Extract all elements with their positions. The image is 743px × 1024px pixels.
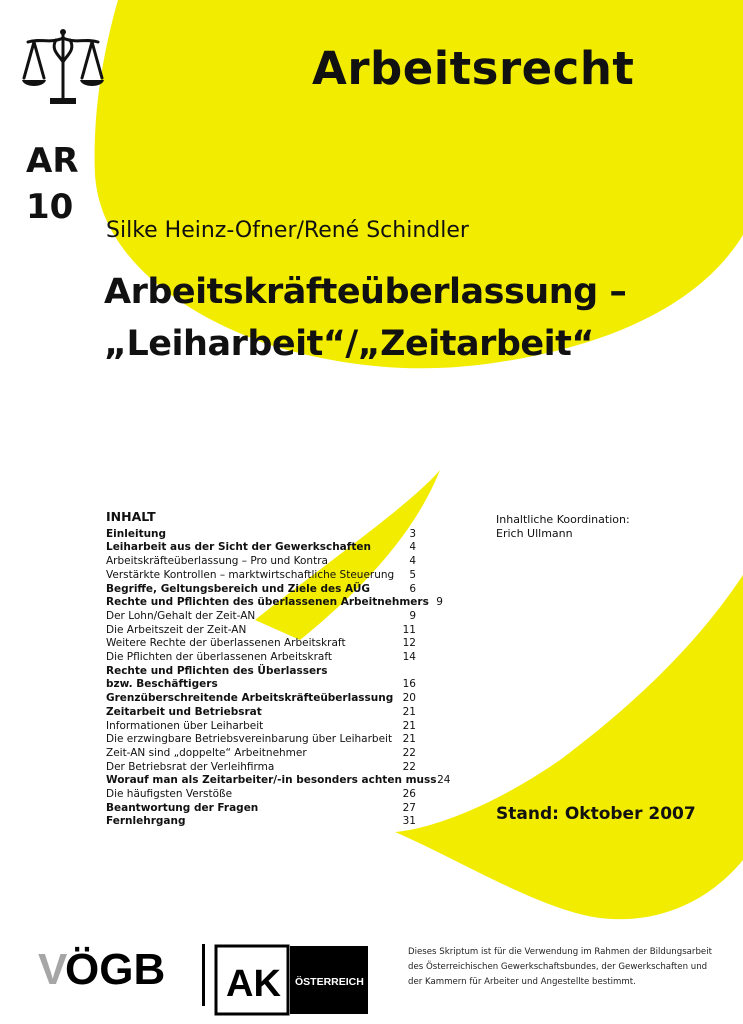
toc-entry-label: Der Betriebsrat der Verleihfirma xyxy=(106,760,275,773)
toc-entry-label: Grenzüberschreitende Arbeitskräfteüberlassung xyxy=(106,692,394,705)
toc-entry xyxy=(106,774,451,788)
toc-entry xyxy=(106,692,416,706)
title-line-1: Arbeitskräfteüberlassung – xyxy=(104,272,627,312)
coordination-name: Erich Ullmann xyxy=(496,527,573,540)
toc-entry-page xyxy=(402,665,416,679)
toc-list xyxy=(106,527,451,829)
toc-entry-page: 31 xyxy=(402,815,416,828)
logo-divider xyxy=(202,944,205,1006)
toc-entry xyxy=(106,569,416,583)
toc-entry xyxy=(106,624,416,638)
toc-entry xyxy=(106,788,416,802)
table-of-contents xyxy=(106,509,451,829)
oesterreich-logo-text: ÖSTERREICH xyxy=(295,976,364,988)
toc-entry-label: Informationen über Leiharbeit xyxy=(106,719,264,732)
toc-entry-page: 22 xyxy=(402,760,416,773)
toc-entry-page: 24 xyxy=(437,774,451,787)
toc-entry xyxy=(106,815,416,829)
toc-entry xyxy=(106,555,416,569)
toc-entry-label: Arbeitskräfteüberlassung – Pro und Kontra xyxy=(106,555,328,568)
publisher-logos xyxy=(38,940,368,1016)
course-code xyxy=(26,138,79,230)
toc-entry-page: 20 xyxy=(402,692,416,705)
toc-entry xyxy=(106,541,416,555)
toc-entry-page: 14 xyxy=(402,651,416,664)
toc-entry-page: 21 xyxy=(402,719,416,732)
toc-entry-label: Die Pflichten der überlassenen Arbeitskraft xyxy=(106,651,332,664)
toc-entry-label: Die Arbeitszeit der Zeit-AN xyxy=(106,623,247,636)
toc-entry xyxy=(106,610,416,624)
right-yellow-swoosh xyxy=(395,575,743,919)
toc-entry-page: 27 xyxy=(402,801,416,814)
toc-entry-label: Beantwortung der Fragen xyxy=(106,801,259,814)
toc-entry xyxy=(106,637,416,651)
course-code-letters: AR xyxy=(26,141,79,181)
toc-entry-label: Die erzwingbare Betriebsvereinbarung über Leiharbeit xyxy=(106,733,393,746)
toc-entry xyxy=(106,596,443,610)
toc-entry-label: Rechte und Pflichten des überlassenen Arbeitnehmers xyxy=(106,596,429,609)
toc-entry xyxy=(106,733,416,747)
toc-entry xyxy=(106,802,416,816)
toc-entry-page: 4 xyxy=(409,555,416,568)
usage-footnote xyxy=(408,945,726,990)
toc-entry xyxy=(106,747,416,761)
toc-entry-page: 21 xyxy=(402,733,416,746)
toc-entry xyxy=(106,528,416,542)
toc-entry xyxy=(106,706,416,720)
series-title: Arbeitsrecht xyxy=(312,42,635,95)
toc-entry-page: 3 xyxy=(409,527,416,540)
title-line-2: „Leiharbeit“/„Zeitarbeit“ xyxy=(104,324,594,364)
toc-entry-label: Zeitarbeit und Betriebsrat xyxy=(106,705,262,718)
toc-entry-label: bzw. Beschäftigers xyxy=(106,678,218,691)
scales-of-justice-icon xyxy=(20,26,106,108)
toc-entry-page: 5 xyxy=(409,568,416,581)
footnote-line-1: Dieses Skriptum ist für die Verwendung im Rahmen der Bildungsarbeit xyxy=(408,947,712,957)
footnote-line-2: des Österreichischen Gewerkschaftsbundes, der Gewerkschaften und xyxy=(408,962,708,972)
oegb-logo-text: ÖGB xyxy=(65,945,166,994)
toc-entry-page: 21 xyxy=(402,705,416,718)
toc-entry-page: 9 xyxy=(409,609,416,622)
toc-entry-label: Worauf man als Zeitarbeiter/-in besonders achten muss xyxy=(106,774,437,787)
toc-entry-label: Einleitung xyxy=(106,527,167,540)
toc-heading: INHALT xyxy=(106,509,156,524)
toc-entry-label: Zeit-AN sind „doppelte“ Arbeitnehmer xyxy=(106,746,307,759)
toc-entry xyxy=(106,651,416,665)
coordination-label: Inhaltliche Koordination: xyxy=(496,513,630,526)
edition-date: Stand: Oktober 2007 xyxy=(496,804,696,824)
document-title xyxy=(104,266,626,370)
oegb-logo-v: V xyxy=(38,945,68,994)
toc-entry-label: Der Lohn/Gehalt der Zeit-AN xyxy=(106,609,256,622)
toc-entry-page: 16 xyxy=(402,678,416,691)
toc-entry-label: Fernlehrgang xyxy=(106,815,186,828)
toc-entry-page: 12 xyxy=(402,637,416,650)
toc-entry-label: Weitere Rechte der überlassenen Arbeitskraft xyxy=(106,637,346,650)
authors: Silke Heinz-Ofner/René Schindler xyxy=(106,218,469,243)
toc-entry-page: 4 xyxy=(409,541,416,554)
footnote-line-3: der Kammern für Arbeiter und Angestellte bestimmt. xyxy=(408,977,636,987)
toc-entry-page: 22 xyxy=(402,746,416,759)
toc-entry xyxy=(106,583,416,597)
toc-entry-page: 26 xyxy=(402,788,416,801)
coordination-block xyxy=(496,513,630,541)
toc-entry-label: Leiharbeit aus der Sicht der Gewerkschaften xyxy=(106,541,371,554)
toc-entry-page: 9 xyxy=(436,596,443,609)
toc-entry xyxy=(106,761,416,775)
toc-entry xyxy=(106,678,416,692)
toc-entry-page: 6 xyxy=(409,582,416,595)
toc-entry-label: Verstärkte Kontrollen – marktwirtschaftliche Steuerung xyxy=(106,568,395,581)
toc-entry-label: Rechte und Pflichten des Überlassers xyxy=(106,664,328,677)
toc-entry xyxy=(106,665,416,679)
course-code-number: 10 xyxy=(26,187,74,227)
toc-entry-label: Die häufigsten Verstöße xyxy=(106,788,233,801)
ak-logo-text: AK xyxy=(226,963,281,1005)
toc-entry-label: Begriffe, Geltungsbereich und Ziele des AÜG xyxy=(106,582,370,595)
toc-entry xyxy=(106,720,416,734)
toc-entry-page: 11 xyxy=(402,623,416,636)
